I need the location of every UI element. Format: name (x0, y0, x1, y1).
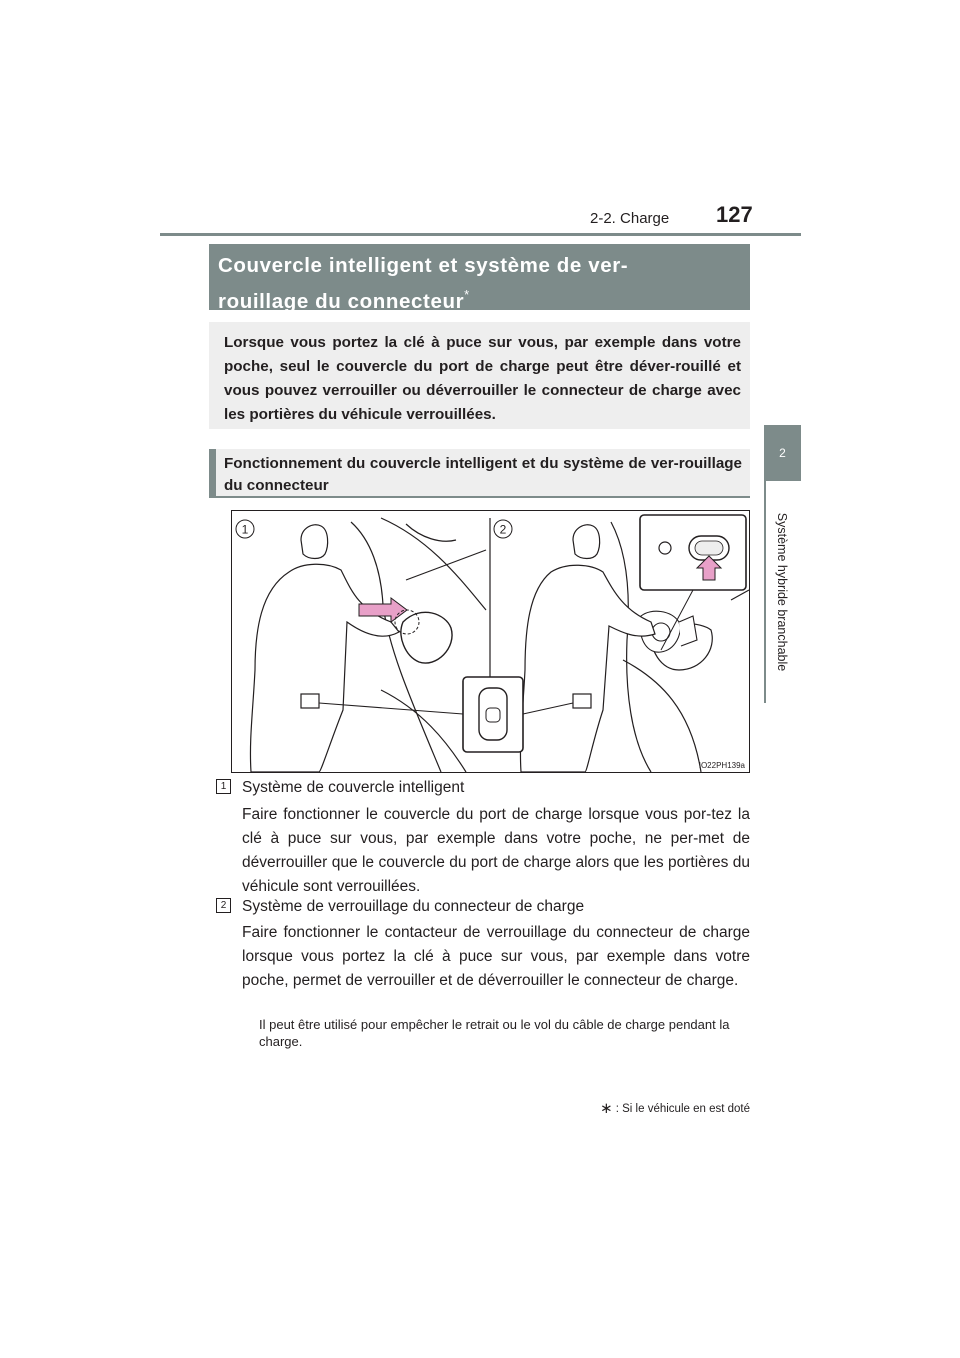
item-2-note: Il peut être utilisé pour empêcher le retrait ou le vol du câble de charge pendant la charge. (259, 1017, 730, 1049)
item-1-number: 1 (216, 779, 231, 794)
chapter-number: 2 (779, 446, 786, 460)
item-1-title: Système de couvercle intelligent (242, 779, 465, 796)
item-1-description: Faire fonctionner le couvercle du port de charge lorsque vous por-tez la clé à puce sur vous, par exemple dans votre poche, ne per-met de déverrouiller que le couvercle du port de charge alors que les portières du véhicule sont verrouillées. (242, 806, 750, 895)
item-2-title: Système de verrouillage du connecteur de charge (242, 898, 585, 915)
panel-label-2: 2 (499, 522, 507, 537)
header-rule (160, 233, 801, 236)
title-box (209, 244, 750, 313)
item-2-description: Faire fonctionner le contacteur de verrouillage du connecteur de charge lorsque vous portez la clé à puce sur vous, par exemple dans votre poche, permet de verrouiller et de déverrouiller le connecteur de charge. (242, 924, 750, 989)
title-line-2: rouillage du connecteur (218, 290, 465, 313)
intro-box (209, 322, 750, 429)
smart-key-icon (479, 688, 507, 740)
title-line-1: Couvercle intelligent et système de ver- (218, 254, 629, 277)
footnote (560, 1099, 750, 1117)
title-asterisk: * (464, 287, 470, 302)
section-label: 2-2. Charge (590, 210, 670, 227)
chapter-title: Système hybride branchable (775, 512, 789, 672)
footnote-asterisk: ∗ (599, 1100, 613, 1117)
intro-text: Lorsque vous portez la clé à puce sur vous, par exemple dans votre poche, seul le couvercle du port de charge peut être déver-rouillé et vous pouvez verrouiller ou déverrouiller le connecteur de charge avec les portières du véhicule verrouillées. (224, 334, 741, 423)
figure-code: IO22PH139a (698, 761, 745, 770)
page-title (218, 251, 750, 316)
footnote-text: : Si le véhicule en est doté (615, 1103, 750, 1115)
subsection-title: Fonctionnement du couvercle intelligent et du système de ver-rouillage du connecteur (224, 455, 742, 494)
illustration (231, 510, 750, 773)
page-number: 127 (716, 202, 753, 227)
subsection-header (209, 449, 750, 498)
panel-label-1: 1 (241, 522, 249, 537)
item-2-number: 2 (216, 898, 231, 913)
